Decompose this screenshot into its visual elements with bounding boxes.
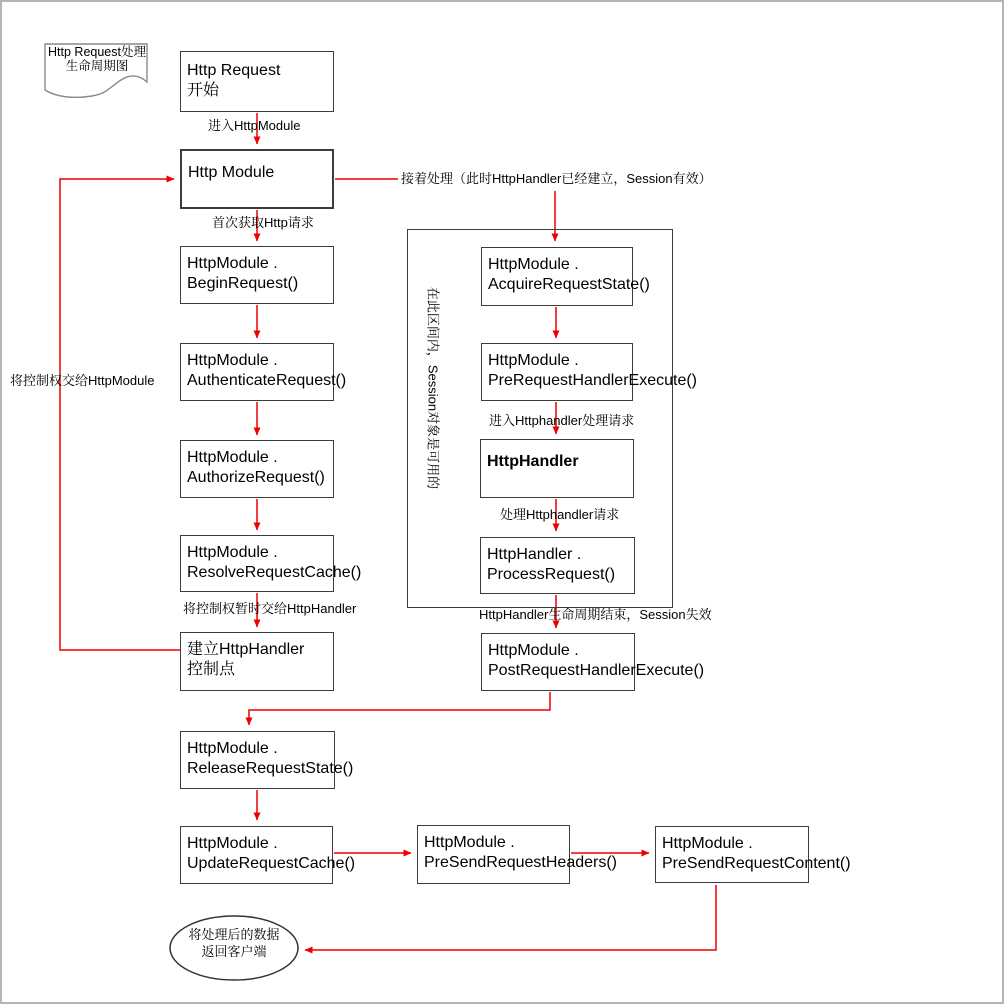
node-label: HttpModule . bbox=[187, 740, 278, 757]
edge-label-give-control-back: 将控制权交给HttpModule bbox=[10, 373, 155, 388]
node-label: AcquireRequestState() bbox=[488, 276, 650, 293]
edge-label-temp-give-control: 将控制权暂时交给HttpHandler bbox=[183, 601, 357, 616]
node-label: AuthorizeRequest() bbox=[187, 469, 325, 486]
node-return-client bbox=[168, 926, 300, 960]
node-authenticate-request bbox=[180, 343, 347, 401]
node-label: ProcessRequest() bbox=[487, 566, 616, 583]
node-label: HttpModule . bbox=[424, 834, 515, 851]
node-http-handler bbox=[480, 439, 634, 498]
edge-label-enter-module: 进入HttpModule bbox=[208, 118, 301, 133]
node-label: HttpModule . bbox=[187, 449, 278, 466]
node-label: HttpModule . bbox=[187, 255, 278, 272]
node-label: PreSendRequestHeaders() bbox=[424, 854, 617, 871]
node-label: UpdateRequestCache() bbox=[187, 855, 356, 872]
node-label: PostRequestHandlerExecute() bbox=[488, 662, 705, 679]
node-label: PreRequestHandlerExecute() bbox=[488, 372, 697, 389]
node-http-module bbox=[180, 149, 334, 209]
node-label: HttpModule . bbox=[187, 352, 278, 369]
node-label: HttpModule . bbox=[488, 256, 579, 273]
node-authorize-request bbox=[180, 440, 334, 498]
node-process-request bbox=[480, 537, 635, 594]
node-label: BeginRequest() bbox=[187, 275, 299, 292]
edge-label-enter-handler: 进入Httphandler处理请求 bbox=[489, 413, 635, 428]
node-release-request-state bbox=[180, 731, 354, 789]
node-label: 建立HttpHandler bbox=[187, 641, 305, 658]
node-pre-request-handler-execute bbox=[481, 343, 697, 401]
arrow-post-to-release bbox=[249, 692, 550, 725]
node-establish-httphandler bbox=[180, 632, 334, 691]
node-label: HttpModule . bbox=[662, 835, 753, 852]
node-acquire-request-state bbox=[481, 247, 650, 306]
arrow-establish-back-to-module bbox=[60, 179, 180, 650]
node-label: HttpHandler bbox=[487, 453, 579, 470]
node-label: HttpModule . bbox=[187, 544, 278, 561]
node-update-request-cache bbox=[180, 826, 356, 884]
node-label: 开始 bbox=[187, 82, 220, 99]
node-label: Http Module bbox=[188, 164, 275, 181]
node-label: HttpModule . bbox=[488, 642, 579, 659]
edge-label-handle-request: 处理Httphandler请求 bbox=[500, 507, 620, 522]
edge-label-lifecycle-end: HttpHandler生命周期结束，Session失效 bbox=[479, 607, 712, 622]
node-pre-send-request-content bbox=[655, 826, 851, 883]
edge-label-first-fetch: 首次获取Http请求 bbox=[212, 215, 314, 230]
node-pre-send-request-headers bbox=[417, 825, 617, 884]
document-note-line2: 生命周期图 bbox=[65, 59, 129, 73]
node-label: Http Request bbox=[187, 62, 281, 79]
node-label: 控制点 bbox=[187, 661, 236, 678]
node-resolve-request-cache bbox=[180, 535, 362, 592]
node-label: AuthenticateRequest() bbox=[187, 372, 347, 389]
node-label: HttpHandler . bbox=[487, 546, 582, 563]
edge-label-continue-process: 接着处理（此时HttpHandler已经建立，Session有效） bbox=[401, 171, 712, 186]
node-label: PreSendRequestContent() bbox=[662, 855, 851, 872]
document-note-line1: Http Request处理 bbox=[48, 45, 146, 59]
node-post-request-handler-execute bbox=[481, 633, 705, 691]
node-start bbox=[180, 51, 334, 112]
node-label: ReleaseRequestState() bbox=[187, 760, 354, 777]
node-label: ResolveRequestCache() bbox=[187, 564, 362, 581]
node-label: HttpModule . bbox=[488, 352, 579, 369]
node-begin-request bbox=[180, 246, 334, 304]
node-label: HttpModule . bbox=[187, 835, 278, 852]
node-label: 返回客户端 bbox=[201, 944, 267, 959]
arrow-presendcontent-to-client bbox=[305, 885, 716, 950]
session-region-label: 在此区间内，Session对象是可用的 bbox=[425, 286, 441, 490]
node-label: 将处理后的数据 bbox=[188, 927, 280, 942]
document-note-text bbox=[46, 45, 148, 73]
